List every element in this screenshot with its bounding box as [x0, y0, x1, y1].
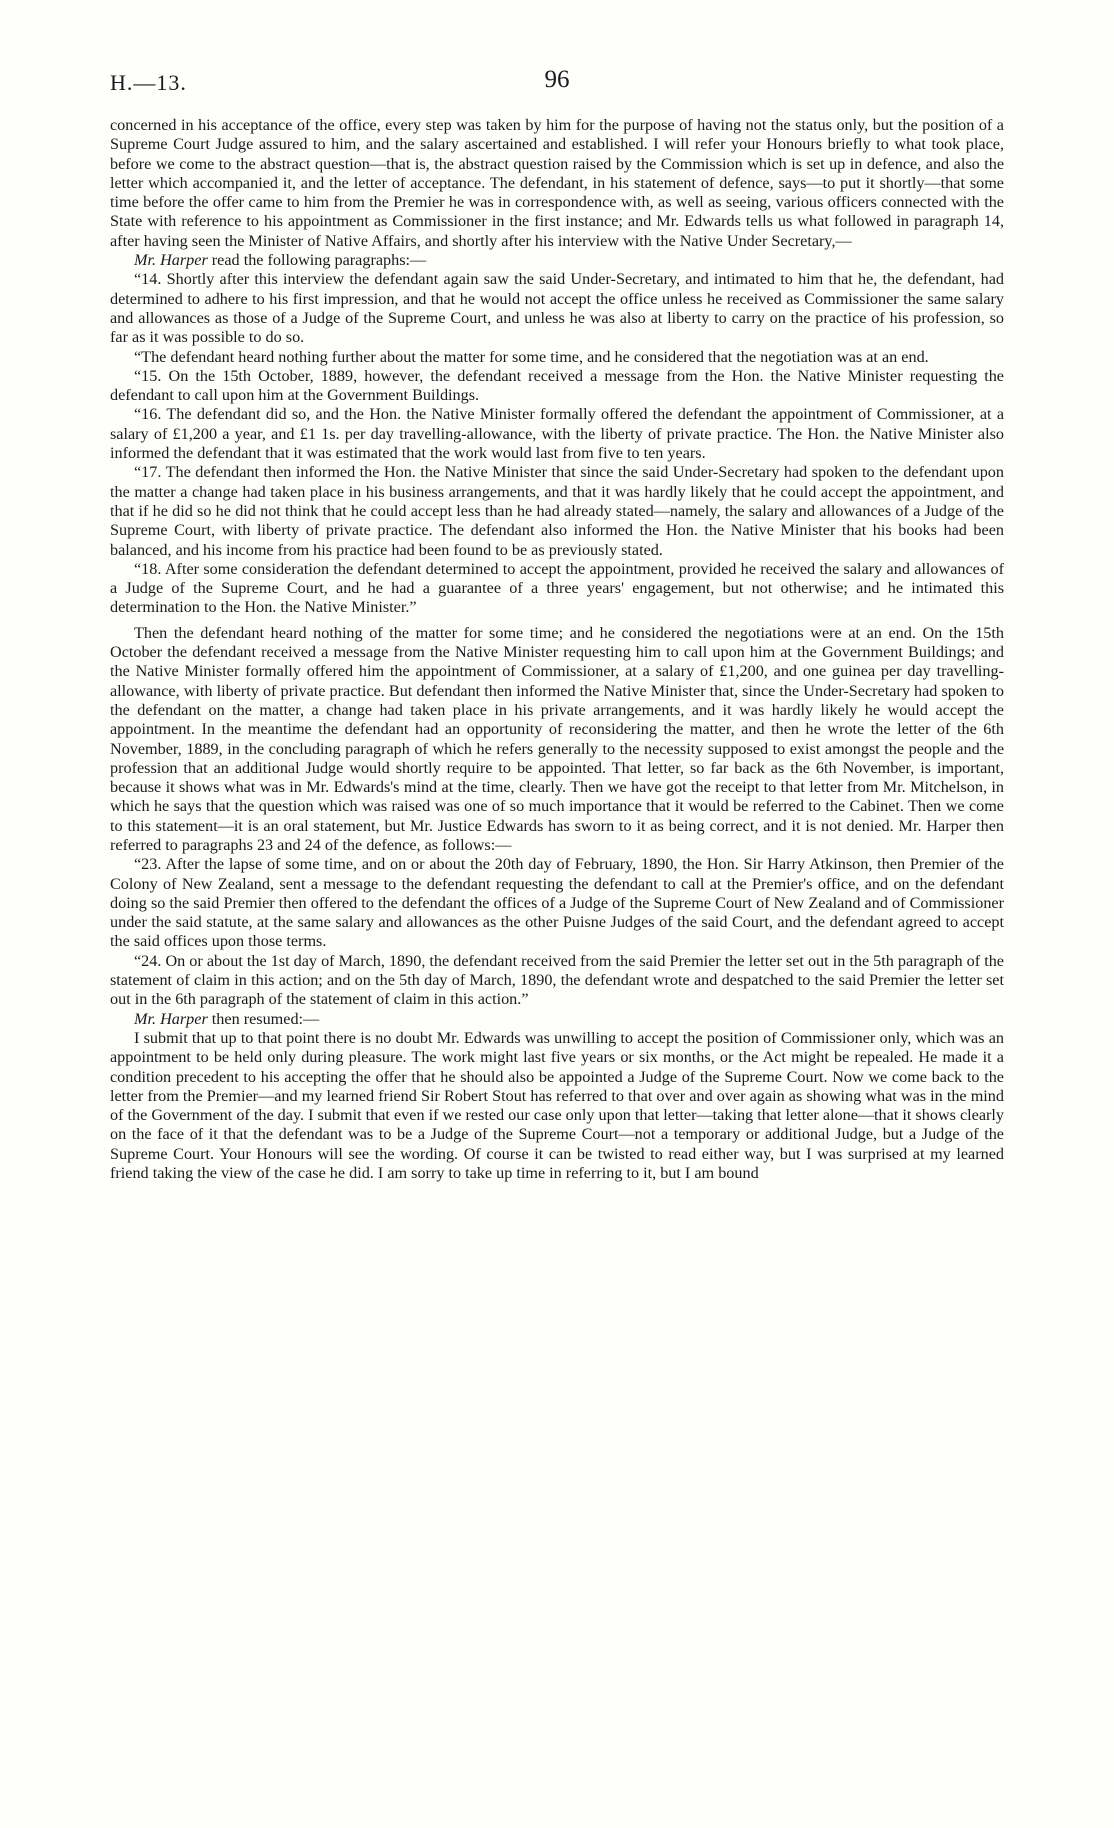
page-number: 96 [544, 66, 570, 93]
document-body [110, 116, 1004, 1183]
speaker-name: Mr. Harper [134, 1009, 208, 1028]
quoted-paragraph-24: “24. On or about the 1st day of March, 1890, the defendant received from the said Premier the letter set out in the 5th paragraph of the statement of claim in this action; and on the 5th day of March, 1890, the defendant wrote and despatched to the said Premier the letter set out in the 6th paragraph of the statement of claim in this action.” [110, 951, 1004, 1009]
paragraph-intro: concerned in his acceptance of the office, every step was taken by him for the purpose of having not the status only, but the position of a Supreme Court Judge assured to him, and the salary ascertained and established. I will refer your Honours briefly to what took place, before we come to the abstract question—that is, the abstract question raised by the Commission which is set up in defence, and also the letter which accompanied it, and the letter of acceptance. The defendant, in his statement of defence, says—to put it shortly—that some time before the offer came to him from the Premier he was in correspondence with, as well as seeing, various officers connected with the State with reference to his appointment as Commissioner in the first instance; and Mr. Edwards tells us what followed in paragraph 14, after having seen the Minister of Native Affairs, and shortly after his interview with the Native Under Secretary,— [110, 116, 1004, 250]
speaker-line [110, 251, 1004, 270]
quoted-paragraph-23: “23. After the lapse of some time, and on or about the 20th day of February, 1890, the Hon. Sir Harry Atkinson, then Premier of the Colony of New Zealand, sent a message to the defendant requesting the defendant to call at the Premier's office, and on the defendant doing so the said Premier then offered to the defendant the offices of a Judge of the Supreme Court of New Zealand and of Commissioner under the said statute, at the same salary and allowances as the other Puisne Judges of the said Court, and the defendant agreed to accept the said offices upon those terms. [110, 855, 1004, 951]
paragraph-negotiations: Then the defendant heard nothing of the matter for some time; and he considered the negotiations were at an end. On the 15th October the defendant received a message from the Native Minister requesting him to call upon him at the Government Buildings; and the Native Minister formally offered him the appointment of Commissioner, at a salary of £1,200, and one guinea per day travelling-allowance, with liberty of private practice. But defendant then informed the Native Minister that, since the Under-Secretary had spoken to the defendant on the matter, a change had taken place in his private arrangements, and it was hardly likely he would accept the appointment. In the meantime the defendant had an opportunity of reconsidering the matter, and then he wrote the letter of the 6th November, 1889, in the concluding paragraph of which he refers generally to the necessity supposed to exist amongst the people and the profession that an additional Judge would shortly require to be appointed. That letter, so far back as the 6th November, is important, because it shows what was in Mr. Edwards's mind at the time, clearly. Then we have got the receipt to that letter from Mr. Mitchelson, in which he says that the question which was raised was one of so much importance that it would be referred to the Cabinet. Then we come to this statement—it is an oral statement, but Mr. Justice Edwards has sworn to it as being correct, and it is not denied. Mr. Harper then referred to paragraphs 23 and 24 of the defence, as follows:— [110, 623, 1004, 854]
speaker-text: read the following paragraphs:— [207, 251, 427, 270]
quoted-paragraph-17: “17. The defendant then informed the Hon. the Native Minister that since the said Under-Secretary had spoken to the defendant upon the matter a change had taken place in his business arrangements, and that it was hardly likely that he could accept the appointment, and that if he did so he did not think that he could accept less than he had already stated—namely, the salary and allowances of a Judge of the Supreme Court, with liberty of private practice. The defendant also informed the Hon. the Native Minister that his books had been balanced, and his income from his practice had been found to be as previously stated. [110, 463, 1004, 559]
quoted-paragraph-14: “14. Shortly after this interview the defendant again saw the said Under-Secretary, and intimated to him that he, the defendant, had determined to adhere to his first impression, and that he would not accept the office unless he received as Commissioner the same salary and allowances as those of a Judge of the Supreme Court, and unless he was also at liberty to carry on the practice of his profession, so far as it was possible to do so. [110, 270, 1004, 347]
quoted-paragraph-16: “16. The defendant did so, and the Hon. the Native Minister formally offered the defendant the appointment of Commissioner, at a salary of £1,200 a year, and £1 1s. per day travelling-allowance, with the liberty of private practice. The Hon. the Native Minister also informed the defendant that it was estimated that the work would last from five to ten years. [110, 405, 1004, 463]
document-reference: H.—13. [110, 70, 187, 95]
page-header [110, 58, 1004, 98]
paragraph-submission: I submit that up to that point there is no doubt Mr. Edwards was unwilling to accept the position of Commissioner only, which was an appointment to be held only during pleasure. The work might last five years or six months, or the Act might be repealed. He made it a condition precedent to his accepting the offer that he should also be appointed a Judge of the Supreme Court. Now we come back to the letter from the Premier—and my learned friend Sir Robert Stout has referred to that over and over again as showing what was in the mind of the Government of the day. I submit that even if we rested our case only upon that letter—taking that letter alone—that it shows clearly on the face of it that the defendant was to be a Judge of the Supreme Court—not a temporary or additional Judge, but a Judge of the Supreme Court. Your Honours will see the wording. Of course it can be twisted to read either way, but I was surprised at my learned friend taking the view of the case he did. I am sorry to take up time in referring to it, but I am bound [110, 1028, 1004, 1183]
speaker-name: Mr. Harper [134, 251, 208, 270]
quoted-paragraph-14-cont: “The defendant heard nothing further about the matter for some time, and he considered that the negotiation was at an end. [134, 347, 929, 366]
speaker-line-resumed [110, 1010, 1004, 1029]
speaker-text: then resumed:— [207, 1009, 320, 1028]
quoted-paragraph-15: “15. On the 15th October, 1889, however, the defendant received a message from the Hon. the Native Minister requesting the defendant to call upon him at the Government Buildings. [110, 366, 1004, 405]
quoted-paragraph-18: “18. After some consideration the defendant determined to accept the appointment, provided he received the salary and allowances of a Judge of the Supreme Court, and he had a guarantee of a three years' engagement, but not otherwise; and he intimated this determination to the Hon. the Native Minister.” [110, 559, 1004, 617]
